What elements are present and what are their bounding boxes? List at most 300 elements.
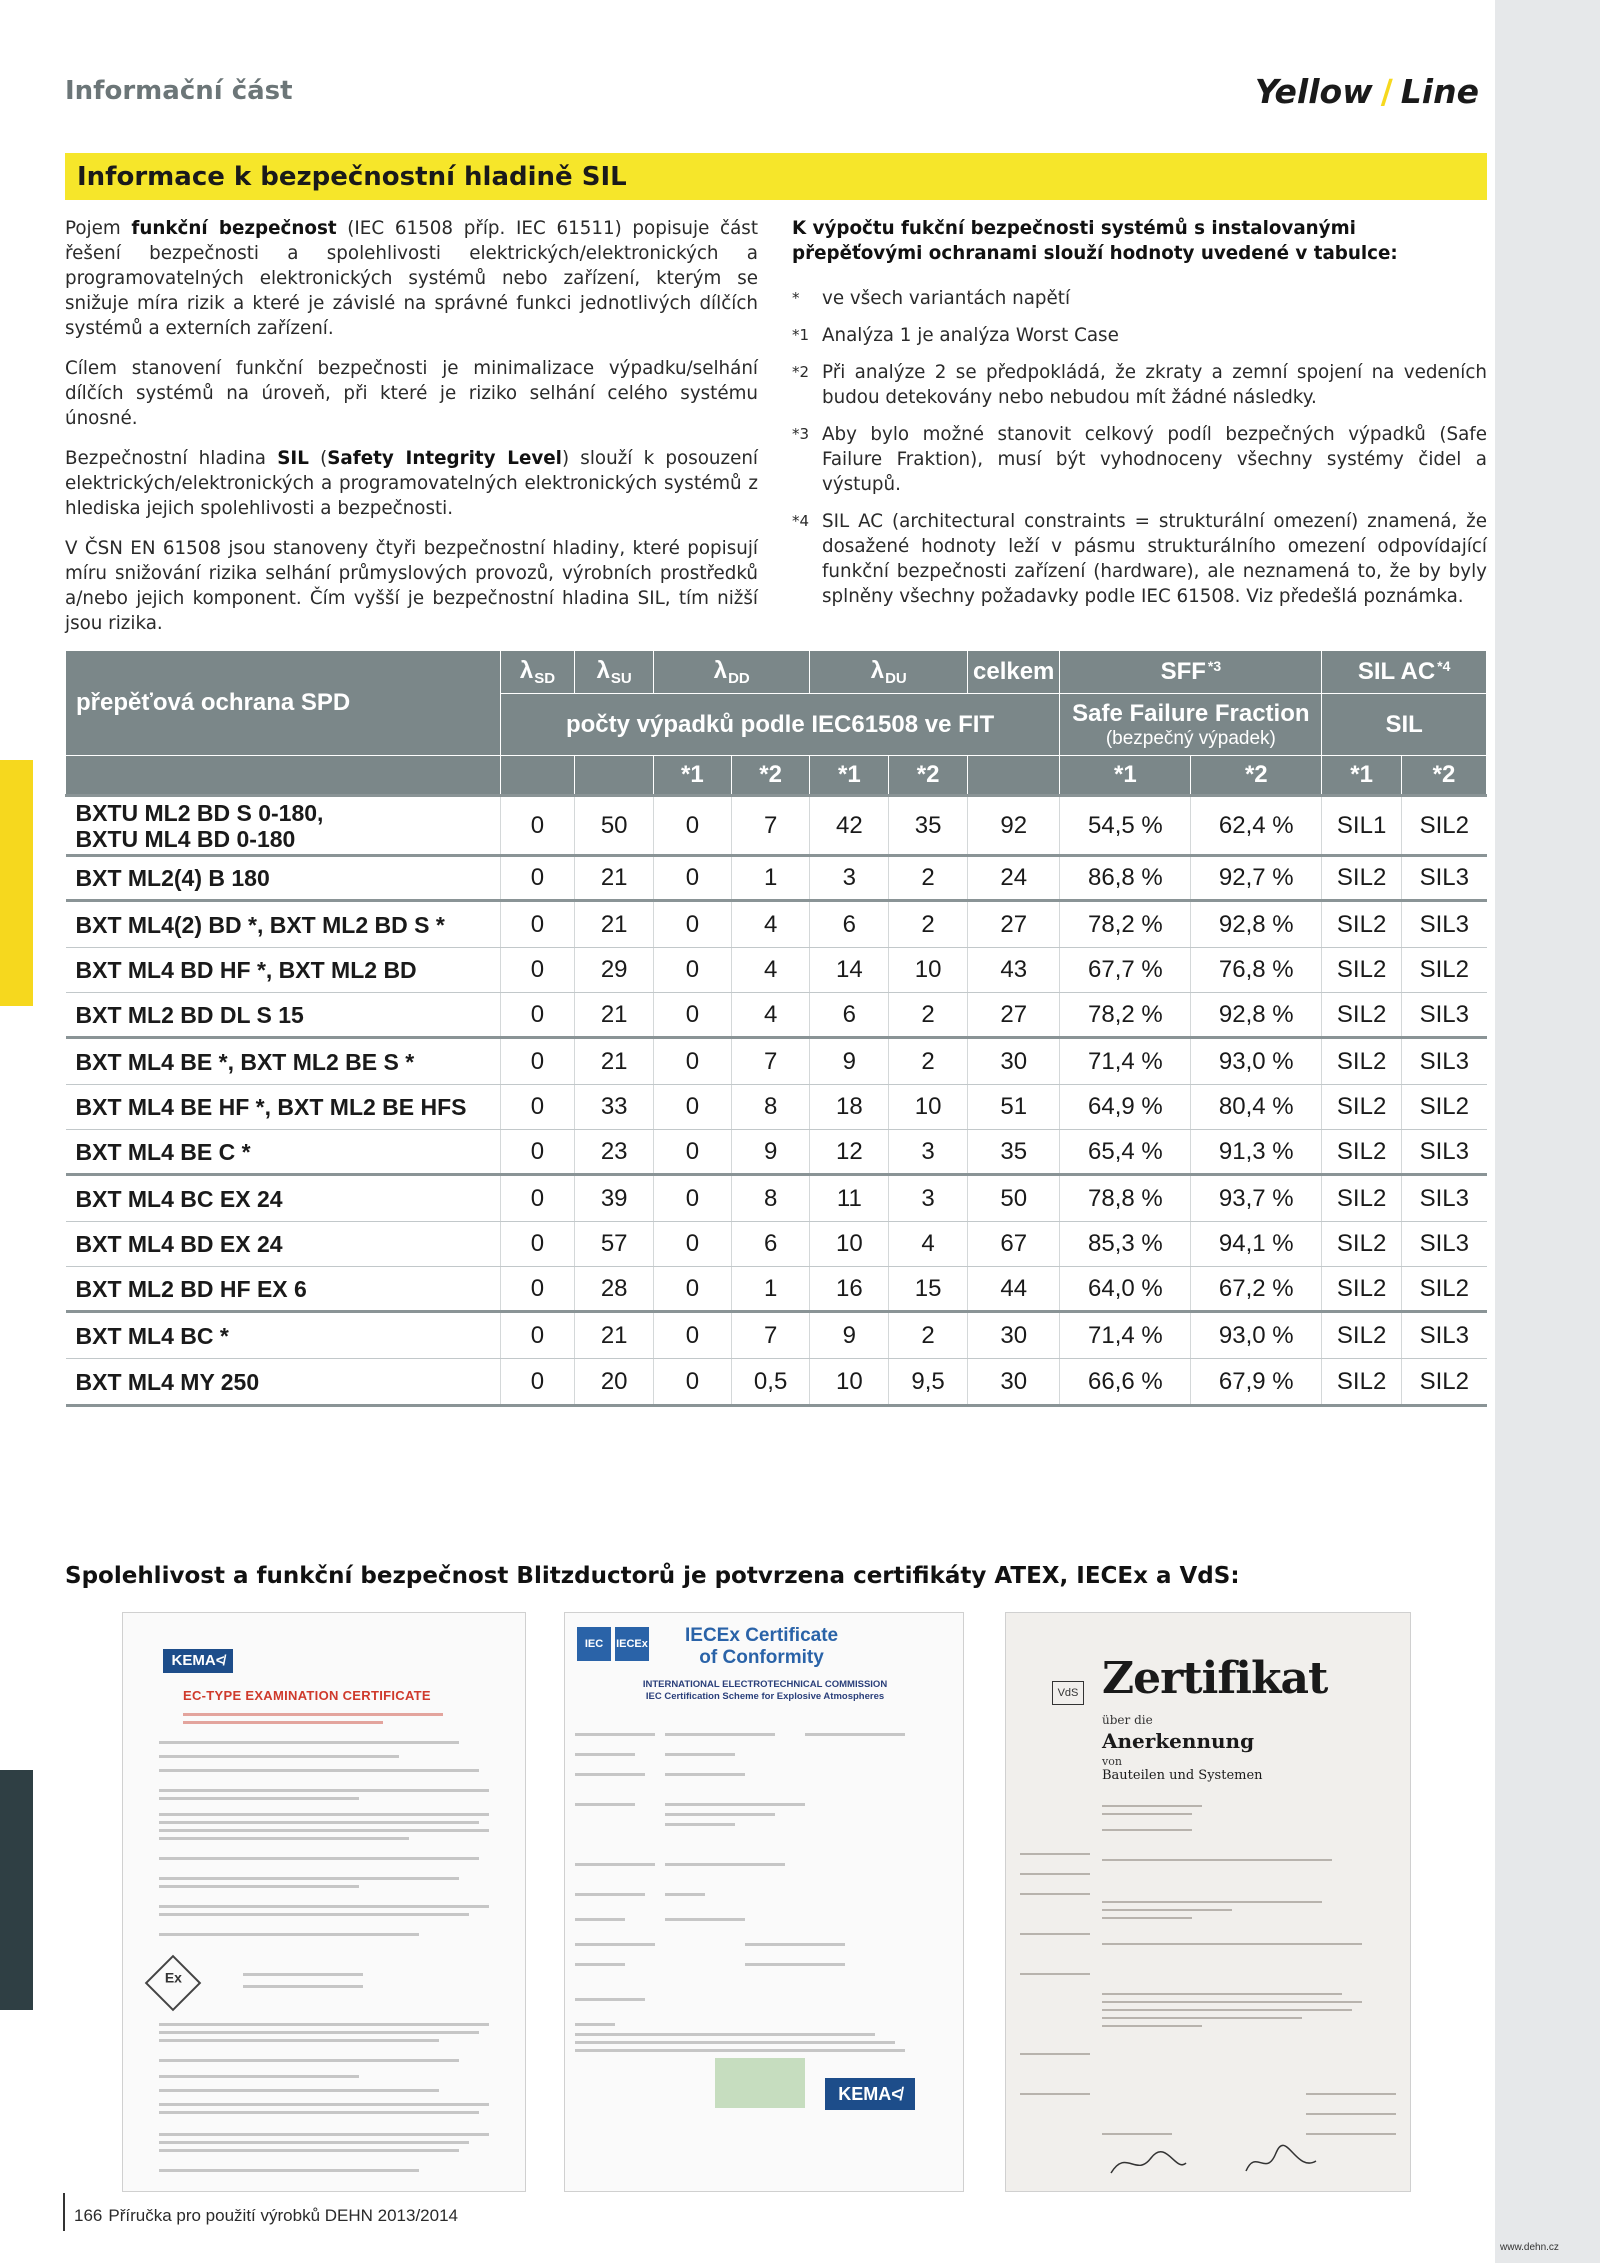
cell-du1: 16 [810, 1267, 889, 1312]
spd-name: BXTU ML2 BD S 0-180, BXTU ML4 BD 0-180 [66, 796, 501, 856]
table-row [66, 948, 1487, 993]
note-mark: *2 [792, 363, 810, 381]
header-blank [66, 756, 501, 796]
text-line [183, 1721, 383, 1724]
cell-sff2: 80,4 % [1191, 1085, 1322, 1130]
cell-sd: 0 [500, 1130, 575, 1175]
header-celkem: celkem [967, 651, 1060, 694]
text-line [159, 1837, 409, 1840]
cell-du1: 6 [810, 901, 889, 948]
cell-dd1: 0 [654, 948, 732, 993]
header-sil-analysis-2: *2 [1402, 756, 1487, 796]
cell-sil2: SIL2 [1402, 796, 1487, 856]
cell-sff1: 66,6 % [1060, 1359, 1191, 1406]
note-text: ve všech variantách napětí [822, 288, 1071, 309]
text-line [1102, 1859, 1332, 1861]
cell-sil1: SIL2 [1322, 1175, 1402, 1222]
cell-sff1: 86,8 % [1060, 856, 1191, 901]
cell-sff2: 92,7 % [1191, 856, 1322, 901]
cell-sil1: SIL2 [1322, 948, 1402, 993]
header-dd-analysis-2: *2 [731, 756, 810, 796]
spd-name: BXT ML4(2) BD *, BXT ML2 BD S * [66, 901, 501, 948]
text-line [665, 1918, 745, 1921]
cell-du1: 42 [810, 796, 889, 856]
cell-sff2: 67,2 % [1191, 1267, 1322, 1312]
text-line [575, 2023, 615, 2026]
text-line [1306, 2133, 1396, 2135]
header-blank [575, 756, 654, 796]
text-line [159, 1821, 479, 1824]
cell-sil1: SIL2 [1322, 901, 1402, 948]
text-line [159, 1789, 489, 1792]
cell-sff2: 67,9 % [1191, 1359, 1322, 1406]
cell-total: 24 [967, 856, 1060, 901]
cell-sil1: SIL2 [1322, 1312, 1402, 1359]
ec-type-heading: EC-TYPE EXAMINATION CERTIFICATE [183, 1688, 431, 1703]
cell-sd: 0 [500, 1175, 575, 1222]
note-text: Analýza 1 je analýza Worst Case [822, 325, 1119, 346]
cell-sd: 0 [500, 1267, 575, 1312]
signature-icon [1106, 2143, 1326, 2183]
cell-total: 44 [967, 1267, 1060, 1312]
cell-sff2: 91,3 % [1191, 1130, 1322, 1175]
header-lambda-sd: $\lambda_{SD}$ [500, 651, 575, 694]
text-line [575, 1943, 655, 1946]
header-sff: SFF $^{*3}$ [1060, 651, 1322, 694]
cell-du1: 18 [810, 1085, 889, 1130]
text-line [745, 1943, 845, 1946]
spd-name: BXT ML4 BE HF *, BXT ML2 BE HFS [66, 1085, 501, 1130]
text-line [159, 2031, 479, 2034]
cell-sil2: SIL3 [1402, 1312, 1487, 1359]
cell-total: 43 [967, 948, 1060, 993]
table-row [66, 856, 1487, 901]
cell-sil2: SIL3 [1402, 1130, 1487, 1175]
note-mark: *4 [792, 512, 810, 530]
header-sil-analysis-1: *1 [1322, 756, 1402, 796]
spd-name: BXT ML4 BD EX 24 [66, 1222, 501, 1267]
cell-sil1: SIL2 [1322, 1267, 1402, 1312]
text-line [1020, 1893, 1090, 1895]
text-line [159, 2089, 439, 2092]
certification-stamp [715, 2058, 805, 2108]
cell-sil2: SIL3 [1402, 993, 1487, 1038]
cell-sd: 0 [500, 1222, 575, 1267]
cell-du1: 3 [810, 856, 889, 901]
cell-sil1: SIL2 [1322, 856, 1402, 901]
text-line [805, 1733, 905, 1736]
cell-dd2: 6 [731, 1222, 810, 1267]
cell-dd1: 0 [654, 1359, 732, 1406]
cell-sff2: 92,8 % [1191, 993, 1322, 1038]
cell-su: 50 [575, 796, 654, 856]
text-line [243, 1985, 363, 1988]
iecex-logos [577, 1627, 649, 1661]
table-row [66, 1312, 1487, 1359]
cell-sil2: SIL2 [1402, 1267, 1487, 1312]
sil-table-body [66, 796, 1487, 1406]
cell-total: 27 [967, 901, 1060, 948]
footer [74, 2206, 458, 2226]
text-line [243, 1973, 363, 1976]
cell-sff1: 78,2 % [1060, 901, 1191, 948]
note-item [792, 509, 1487, 609]
cell-total: 92 [967, 796, 1060, 856]
header-sff-analysis-2: *2 [1191, 756, 1322, 796]
header-du-analysis-1: *1 [810, 756, 889, 796]
paragraph-csn-en: V ČSN EN 61508 jsou stanoveny čtyři bezpečnostní hladiny, které popisují míru snižování rizika selhání průmyslových provozů, výrobních prostředků a/nebo jejich komponent. Čím vyšší je bezpečnostní hladina SIL, tím nižší jsou rizika. [65, 538, 758, 634]
cell-dd1: 0 [654, 1038, 732, 1085]
text-line [575, 1998, 645, 2001]
cell-dd2: 8 [731, 1175, 810, 1222]
cell-du2: 35 [889, 796, 968, 856]
cell-du2: 2 [889, 993, 968, 1038]
text-line [159, 2141, 469, 2144]
cell-dd1: 0 [654, 1085, 732, 1130]
header-lambda-dd: $\lambda_{DD}$ [654, 651, 810, 694]
table-row [66, 1222, 1487, 1267]
cell-dd2: 4 [731, 948, 810, 993]
zertifikat-ueber: über die [1102, 1713, 1153, 1727]
cell-dd2: 0,5 [731, 1359, 810, 1406]
header-sil-ac: SIL AC $^{*4}$ [1322, 651, 1487, 694]
text-line [1102, 2025, 1202, 2027]
spd-name: BXT ML4 MY 250 [66, 1359, 501, 1406]
notes-column [792, 216, 1487, 621]
cell-total: 30 [967, 1359, 1060, 1406]
cell-sd: 0 [500, 1359, 575, 1406]
iecex-title: IECEx Certificate of Conformity [685, 1625, 839, 1668]
zertifikat-anerkennung: Anerkennung [1102, 1729, 1255, 1753]
note-text: SIL AC (architectural constraints = strukturální omezení) znamená, že dosažené hodnoty leží v pásmu strukturálního omezení odpovídající funkční bezpečnosti zařízení (hardware), ale neznamená to, že by byly splněny všechny požadavky podle IEC 61508. Viz předešlá poznámka. [822, 511, 1487, 607]
cell-du2: 2 [889, 1038, 968, 1085]
cell-sff1: 65,4 % [1060, 1130, 1191, 1175]
cell-dd1: 0 [654, 1222, 732, 1267]
text-line [1102, 1901, 1322, 1903]
spd-name: BXT ML4 BC EX 24 [66, 1175, 501, 1222]
text-line [575, 2041, 895, 2044]
text-line [159, 1829, 489, 1832]
brand-yellow: Yellow [1254, 72, 1373, 111]
text-line [1102, 2133, 1172, 2135]
cell-sil2: SIL3 [1402, 1175, 1487, 1222]
cell-sd: 0 [500, 1312, 575, 1359]
cell-sil2: SIL3 [1402, 1038, 1487, 1085]
table-row [66, 1038, 1487, 1085]
cell-dd1: 0 [654, 856, 732, 901]
text-line [159, 2039, 439, 2042]
cell-sff1: 78,8 % [1060, 1175, 1191, 1222]
zertifikat-bauteilen: Bauteilen und Systemen [1102, 1768, 1263, 1783]
cell-total: 67 [967, 1222, 1060, 1267]
sil-table [65, 650, 1487, 1407]
cell-sd: 0 [500, 1038, 575, 1085]
cell-du2: 10 [889, 1085, 968, 1130]
kema-logo: KEMA≮ [163, 1649, 233, 1673]
cell-su: 33 [575, 1085, 654, 1130]
cell-total: 27 [967, 993, 1060, 1038]
text-line [575, 1803, 635, 1806]
text-line [159, 1905, 489, 1908]
cell-sil2: SIL3 [1402, 901, 1487, 948]
cell-sil1: SIL2 [1322, 1359, 1402, 1406]
text-line [1102, 2001, 1362, 2003]
text-line [575, 1963, 625, 1966]
cell-du2: 15 [889, 1267, 968, 1312]
cell-sil2: SIL3 [1402, 856, 1487, 901]
cell-du1: 9 [810, 1038, 889, 1085]
table-row [66, 1359, 1487, 1406]
cell-sd: 0 [500, 993, 575, 1038]
text-line [575, 2049, 905, 2052]
notes-list [792, 286, 1487, 609]
paragraph-sil: Bezpečnostní hladina SIL (Safety Integrity Level) slouží k posouzení elektrických/elektronických a programovatelných elektronických systémů z hlediska jejich spolehlivosti a bezpečnosti. [65, 448, 758, 519]
cell-sd: 0 [500, 1085, 575, 1130]
cell-dd1: 0 [654, 1130, 732, 1175]
cell-du2: 2 [889, 901, 968, 948]
text-line [1102, 2017, 1302, 2019]
table-row [66, 1267, 1487, 1312]
header-blank [967, 756, 1060, 796]
cell-sil2: SIL2 [1402, 948, 1487, 993]
text-line [1102, 1917, 1192, 1919]
header-spd: přepěťová ochrana SPD [66, 651, 501, 756]
header-blank [500, 756, 575, 796]
cell-sff2: 62,4 % [1191, 796, 1322, 856]
cell-su: 21 [575, 856, 654, 901]
cell-sff1: 54,5 % [1060, 796, 1191, 856]
cell-du1: 10 [810, 1359, 889, 1406]
zertifikat-von: von [1102, 1755, 1122, 1768]
cell-dd1: 0 [654, 901, 732, 948]
text-line [159, 2103, 489, 2106]
cell-du2: 9,5 [889, 1359, 968, 1406]
side-tab-yellow [0, 760, 33, 1006]
text-line [575, 1918, 625, 1921]
spd-name: BXT ML4 BE C * [66, 1130, 501, 1175]
iecex-logo: IECEx [615, 1627, 649, 1661]
cell-du1: 11 [810, 1175, 889, 1222]
cell-du1: 10 [810, 1222, 889, 1267]
vds-certificate [1005, 1612, 1411, 2192]
cell-sil1: SIL2 [1322, 1085, 1402, 1130]
cell-su: 23 [575, 1130, 654, 1175]
text-line [575, 2033, 875, 2036]
cell-dd1: 0 [654, 993, 732, 1038]
note-mark: *3 [792, 425, 810, 443]
table-row [66, 901, 1487, 948]
footer-url: www.dehn.cz [1500, 2242, 1559, 2253]
text-line [1306, 2113, 1396, 2115]
cell-total: 35 [967, 1130, 1060, 1175]
cell-sil1: SIL1 [1322, 796, 1402, 856]
cell-dd2: 7 [731, 796, 810, 856]
cell-dd1: 0 [654, 1312, 732, 1359]
kema-logo: KEMA≮ [825, 2078, 915, 2110]
text-line [159, 1813, 489, 1816]
spd-name: BXT ML2 BD DL S 15 [66, 993, 501, 1038]
ex-mark-icon: Ex [145, 1955, 202, 2012]
text-line [159, 2111, 479, 2114]
text-line [1306, 2093, 1396, 2095]
text-line [745, 1963, 845, 1966]
cell-su: 28 [575, 1267, 654, 1312]
section-label: Informační část [65, 76, 293, 106]
cell-du2: 10 [889, 948, 968, 993]
cell-sff1: 67,7 % [1060, 948, 1191, 993]
cell-dd2: 4 [731, 901, 810, 948]
footer-text: Příručka pro použití výrobků DEHN 2013/2014 [108, 2206, 458, 2225]
text-line [575, 1733, 655, 1736]
cell-total: 50 [967, 1175, 1060, 1222]
table-row [66, 1175, 1487, 1222]
spd-name: BXT ML4 BD HF *, BXT ML2 BD [66, 948, 501, 993]
cell-sil2: SIL3 [1402, 1222, 1487, 1267]
header-dd-analysis-1: *1 [654, 756, 732, 796]
text-line [1102, 1829, 1192, 1831]
text-line [159, 1769, 479, 1772]
cell-sil1: SIL2 [1322, 1130, 1402, 1175]
text-line [575, 1753, 635, 1756]
note-item [792, 360, 1487, 410]
text-line [159, 1933, 419, 1936]
note-mark: *1 [792, 326, 810, 344]
page-number: 166 [74, 2206, 103, 2225]
cell-sil1: SIL2 [1322, 1038, 1402, 1085]
notes-heading: K výpočtu fukční bezpečnosti systémů s instalovanými přepěťovými ochranami slouží hodnoty uvedené v tabulce: [792, 218, 1398, 264]
text-line [1102, 1909, 1232, 1911]
text-line [665, 1813, 775, 1816]
header-du-analysis-2: *2 [889, 756, 968, 796]
cell-sff2: 93,0 % [1191, 1312, 1322, 1359]
text-line [159, 2059, 459, 2062]
cell-du2: 2 [889, 856, 968, 901]
text-line [575, 1773, 645, 1776]
header-sil: SIL [1322, 694, 1487, 756]
cell-su: 39 [575, 1175, 654, 1222]
cell-dd1: 0 [654, 796, 732, 856]
header-lambda-su: $\lambda_{SU}$ [575, 651, 654, 694]
cell-dd2: 1 [731, 1267, 810, 1312]
text-line [1020, 1853, 1090, 1855]
side-tab-dark [0, 1770, 33, 2010]
header-fit: počty výpadků podle IEC61508 ve FIT [500, 694, 1060, 756]
header-row-analysis [66, 756, 1487, 796]
cell-dd1: 0 [654, 1175, 732, 1222]
cell-du1: 12 [810, 1130, 889, 1175]
cell-total: 30 [967, 1312, 1060, 1359]
text-line [1102, 2009, 1352, 2011]
text-line [159, 1885, 359, 1888]
cell-sff1: 64,0 % [1060, 1267, 1191, 1312]
text-line [1102, 1813, 1192, 1815]
text-line [159, 2133, 489, 2136]
page: Informační část Yellow / Line Informace k bezpečnostní hladině SIL Pojem funkční bezpečnost (IEC 61508 příp. IEC 61511) popisuje část řešení bezpečnosti a spolehlivosti elektrických/elektronických a programovatelných elektronických systémů nebo zařízení, kterým se snižuje míra rizik a které je závislé na správné funkci jednotlivých dílčích systémů a externích zařízení. Cílem stanovení funkční bezpečnosti je minimalizace výpadku/selhání dílčích systémů na úroveň, při které je riziko selhání celého systému únosné. Bezpečnostní hladina SIL (Safety Integrity Level) slouží k posouzení elektrických/elektronických a programovatelných elektronických systémů z hlediska jejich spolehlivosti a bezpečnosti. V ČSN EN 61508 jsou stanoveny čtyři bezpečnostní hladiny, které popisují míru snižování rizika selhání průmyslových provozů, výrobních prostředků a/nebo jejich komponent. Čím vyšší je bezpečnostní hladina SIL, tím nižší jsou rizika. K výpočtu fukční bezpečnosti systémů s instalovanými přepěťovými ochranami slouží hodnoty uvedené v tabulce: * ve všech variantách napětí *1 Analýza 1 je analýza Worst Case *2 Při analýze 2 se předpokládá, že zkraty a zemní spojení na vedeních budou detekovány nebo nebudou mít žádné následky. *3 Aby bylo možné stanovit celkový podíl bezpečných výpadků (Safe Failure Fraktion), musí být vyhodnoceny všechny systémy čidel a výstupů. *4 SIL AC (architectural constraints = strukturální omezení) znamená, že dosažené hodnoty leží v pásmu strukturálního omezení odpovídající funkční bezpečnosti zařízení (hardware), ale neznamená to, že by byly splněny všechny požadavky podle IEC 61508. Viz předešlá poznámka. přepěťová ochrana SPD $\lambda_{SD}$ $\lambda_{SU}$ $\lambda_{DD}$ $\lambda_{DU}$ celkem SFF $^{*3}$ SIL AC $^{*4}$ počty výpadků podle IEC61508 ve FIT Safe Failure Fraction (bezpečný výpadek) SIL *1 *2 *1 *2 *1 *2 *1 *2 BXTU ML2 BD S 0-180, BXTU ML4 BD 0-180 0 50 0 7 42 35 92 54,5 % 62,4 % SIL1 SIL2 BXT ML2(4) B 180 0 21 0 1 3 2 24 86,8 % 92,7 % SIL2 SIL3 BXT ML4(2) BD *, BXT ML2 BD S * 0 21 0 4 6 2 27 78,2 % 92,8 % SIL2 SIL3 BXT ML4 BD HF *, BXT ML2 BD 0 29 0 4 14 10 43 67,7 % 76,8 % SIL2 SIL2 BXT ML2 BD DL S 15 0 21 0 4 6 2 27 78,2 % 92,8 % SIL2 SIL3 BXT ML4 BE *, BXT ML2 BE S * 0 21 0 7 9 2 30 71,4 % 93,0 % SIL2 SIL3 BXT ML4 BE HF *, BXT ML2 BE HFS 0 33 0 8 18 10 51 64,9 % 80,4 % SIL2 SIL2 BXT ML4 BE C * 0 23 0 9 12 3 35 65,4 % 91,3 % SIL2 SIL3 BXT ML4 BC EX 24 0 39 0 8 11 3 50 78,8 % 93,7 % SIL2 SIL3 BXT ML4 BD EX 24 0 57 0 6 10 4 67 85,3 % 94,1 % SIL2 SIL3 BXT ML2 BD HF EX 6 0 28 0 1 16 15 44 64,0 % 67,2 % SIL2 SIL2 BXT ML4 BC * 0 21 0 7 9 2 30 71,4 % 93,0 % SIL2 SIL3 BXT ML4 MY 250 0 20 0 0,5 10 9,5 30 66,6 % 67,9 % SIL2 SIL2 Spolehlivost a funkční bezpečnost Blitzductorů je potvrzena certifikáty ATEX, IECEx a VdS: KEMA≮ EC-TYPE EXAMINATION CERTIFICATE Ex IEC IECEx IECEx Certificate of Conformity INTERNATIONAL ELECTROTECHNICAL COMMISSION IEC Certification Scheme for Explosive Atmospheres KEMA≮ VdS Zertifikat über die Anerkennung von Bauteilen und Systemen 166 Příručka pro použití výrobků DEHN 2013/2014 DEHN [0, 0, 1495, 2263]
cell-total: 30 [967, 1038, 1060, 1085]
text-line [159, 1741, 459, 1744]
cell-su: 21 [575, 1312, 654, 1359]
footer-divider [63, 2193, 65, 2231]
spd-name: BXT ML4 BE *, BXT ML2 BE S * [66, 1038, 501, 1085]
iec-logo: IEC [577, 1627, 611, 1661]
cell-sil2: SIL2 [1402, 1359, 1487, 1406]
cell-du1: 14 [810, 948, 889, 993]
cell-sff2: 93,0 % [1191, 1038, 1322, 1085]
text-line [1020, 1933, 1090, 1935]
cell-dd1: 0 [654, 1267, 732, 1312]
kema-atex-certificate [122, 1612, 526, 2192]
section-title: Informace k bezpečnostní hladině SIL [77, 162, 627, 192]
intro-column [65, 216, 758, 651]
paragraph-functional-safety: Pojem funkční bezpečnost (IEC 61508 příp. IEC 61511) popisuje část řešení bezpečnosti a spolehlivosti elektrických/elektronických a programovatelných elektronických systémů nebo zařízení, kterým se snižuje míra rizik a které je závislé na správné funkci jednotlivých dílčích systémů a externích zařízení. [65, 218, 758, 339]
cell-su: 57 [575, 1222, 654, 1267]
text-line [159, 1797, 359, 1800]
header-sff-analysis-1: *1 [1060, 756, 1191, 796]
text-line [183, 1713, 443, 1716]
cell-du2: 3 [889, 1130, 968, 1175]
brand-separator: / [1380, 72, 1393, 111]
cell-sff1: 85,3 % [1060, 1222, 1191, 1267]
cell-sil1: SIL2 [1322, 1222, 1402, 1267]
cell-sil1: SIL2 [1322, 993, 1402, 1038]
brand-yellow-line [1255, 72, 1479, 111]
cell-su: 20 [575, 1359, 654, 1406]
spd-name: BXT ML4 BC * [66, 1312, 501, 1359]
note-item [792, 323, 1487, 348]
text-line [159, 2075, 359, 2078]
cell-sd: 0 [500, 948, 575, 993]
cell-du2: 2 [889, 1312, 968, 1359]
cell-sff1: 64,9 % [1060, 1085, 1191, 1130]
cell-du2: 3 [889, 1175, 968, 1222]
note-item [792, 286, 1487, 311]
text-line [159, 2169, 419, 2172]
text-line [159, 1857, 479, 1860]
spd-name: BXT ML2 BD HF EX 6 [66, 1267, 501, 1312]
cell-du2: 4 [889, 1222, 968, 1267]
header-safe-failure: Safe Failure Fraction (bezpečný výpadek) [1060, 694, 1322, 756]
cell-sff2: 93,7 % [1191, 1175, 1322, 1222]
text-line [159, 1913, 469, 1916]
cell-su: 21 [575, 993, 654, 1038]
text-line [1020, 1973, 1090, 1975]
cell-su: 21 [575, 1038, 654, 1085]
note-item [792, 422, 1487, 497]
iecex-certificate [564, 1612, 964, 2192]
cell-sff2: 92,8 % [1191, 901, 1322, 948]
text-line [1102, 1993, 1342, 1995]
spd-name: BXT ML2(4) B 180 [66, 856, 501, 901]
text-line [1102, 1943, 1362, 1945]
cell-sff1: 78,2 % [1060, 993, 1191, 1038]
cell-dd2: 9 [731, 1130, 810, 1175]
cell-total: 51 [967, 1085, 1060, 1130]
table-row [66, 796, 1487, 856]
text-line [159, 2149, 459, 2152]
cell-su: 21 [575, 901, 654, 948]
zertifikat-title: Zertifikat [1102, 1653, 1328, 1704]
iecex-subtitle: INTERNATIONAL ELECTROTECHNICAL COMMISSION IEC Certification Scheme for Explosive Atmospheres [642, 1679, 888, 1702]
cell-sd: 0 [500, 901, 575, 948]
text-line [1102, 1805, 1202, 1807]
table-row [66, 993, 1487, 1038]
note-text: Aby bylo možné stanovit celkový podíl bezpečných výpadků (Safe Failure Fraktion), musí být vyhodnoceny všechny systémy čidel a výstupů. [822, 424, 1487, 495]
section-title-band [65, 153, 1487, 200]
cell-sd: 0 [500, 856, 575, 901]
cell-sff2: 94,1 % [1191, 1222, 1322, 1267]
header-row-symbols [66, 651, 1487, 694]
text-line [1020, 1873, 1090, 1875]
